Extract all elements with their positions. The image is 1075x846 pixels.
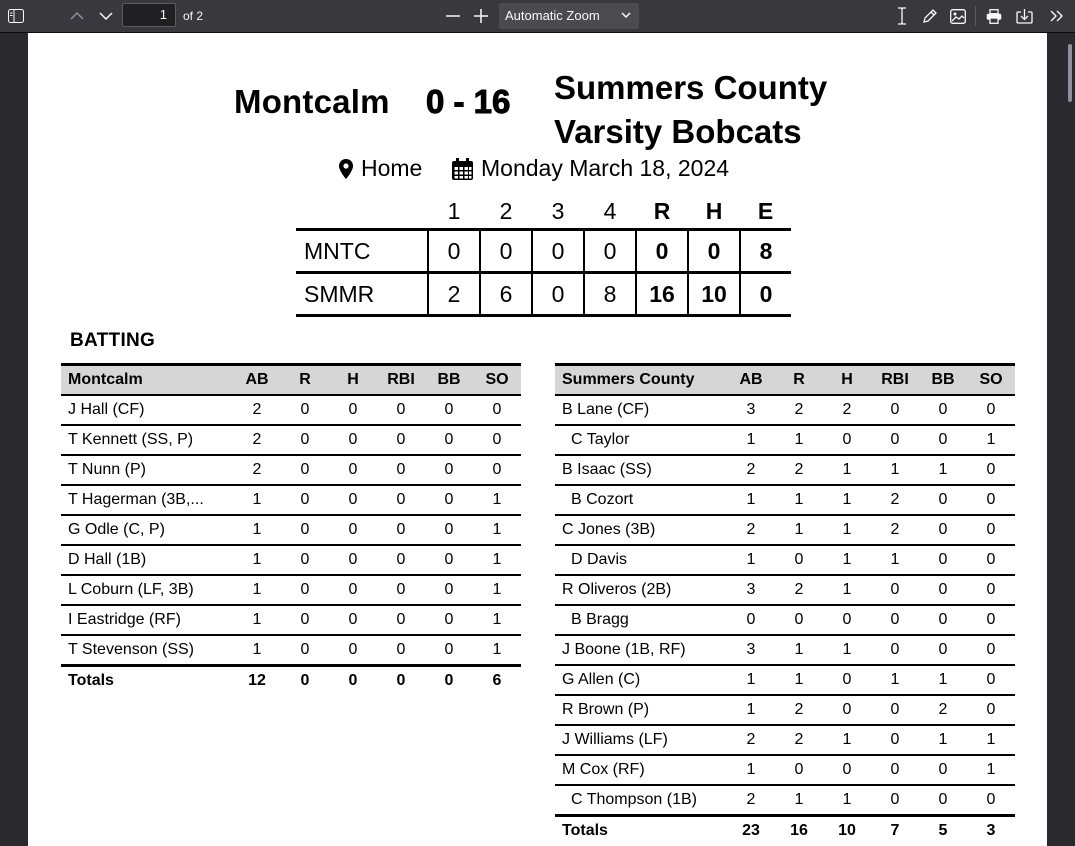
stat-cell: 1 — [967, 725, 1015, 755]
game-date — [452, 155, 729, 182]
text-select-icon[interactable] — [890, 4, 914, 28]
errors-total: 0 — [740, 273, 791, 316]
runs-header: R — [653, 197, 671, 224]
hits-total: 0 — [688, 230, 740, 273]
total-cell: 0 — [329, 666, 377, 696]
stat-cell: 1 — [871, 545, 919, 575]
table-row — [555, 725, 1015, 755]
stat-cell: 1 — [823, 545, 871, 575]
final-score: 0 - 16 — [426, 83, 511, 120]
stat-cell: 0 — [967, 515, 1015, 545]
stat-cell: 0 — [967, 605, 1015, 635]
stat-cell: 2 — [727, 515, 775, 545]
inning-score: 0 — [480, 230, 532, 273]
stat-cell: 0 — [775, 605, 823, 635]
chevron-down-icon — [621, 11, 631, 19]
stat-cell: 0 — [377, 455, 425, 485]
team-abbrev: MNTC — [304, 237, 371, 264]
stat-cell: 1 — [967, 755, 1015, 785]
player-name: L Coburn (LF, 3B) — [61, 575, 233, 605]
away-team-line2: Varsity Bobcats — [554, 113, 802, 150]
stat-cell: 1 — [473, 545, 521, 575]
stat-cell: 0 — [425, 575, 473, 605]
table-row — [61, 635, 521, 666]
stat-cell: 0 — [967, 395, 1015, 425]
stat-cell: 0 — [473, 425, 521, 455]
stat-cell: 1 — [727, 425, 775, 455]
inning-score: 0 — [584, 230, 636, 273]
player-name: B Cozort — [555, 485, 727, 515]
previous-page-icon[interactable] — [65, 4, 89, 28]
table-row — [555, 425, 1015, 455]
stat-cell: 0 — [919, 575, 967, 605]
stat-cell: 1 — [727, 545, 775, 575]
stat-cell: 0 — [871, 425, 919, 455]
batting-header-row — [61, 365, 521, 396]
total-cell: 5 — [919, 816, 967, 846]
inning-header: 4 — [603, 197, 617, 224]
stat-cell: 0 — [871, 785, 919, 816]
stat-cell: 1 — [727, 695, 775, 725]
stat-cell: 0 — [919, 545, 967, 575]
stat-cell: 0 — [473, 395, 521, 425]
linescore-table — [296, 194, 791, 317]
stat-cell: 0 — [377, 515, 425, 545]
next-page-icon[interactable] — [94, 4, 118, 28]
runs-total: 0 — [636, 230, 688, 273]
stat-cell: 0 — [281, 515, 329, 545]
stat-cell: 2 — [233, 395, 281, 425]
table-row — [555, 455, 1015, 485]
stat-cell: 1 — [967, 425, 1015, 455]
stat-cell: 0 — [967, 485, 1015, 515]
stat-cell: 0 — [329, 515, 377, 545]
table-row — [61, 485, 521, 515]
total-cell: 0 — [425, 666, 473, 696]
home-batting-table — [61, 363, 521, 695]
stat-cell: 2 — [871, 515, 919, 545]
player-name: C Jones (3B) — [555, 515, 727, 545]
stat-cell: 0 — [377, 575, 425, 605]
stat-cell: 0 — [425, 395, 473, 425]
player-name: T Hagerman (3B,... — [61, 485, 233, 515]
stat-cell: 0 — [919, 485, 967, 515]
player-name: J Hall (CF) — [61, 395, 233, 425]
stat-cell: 0 — [329, 575, 377, 605]
stat-cell: 1 — [233, 515, 281, 545]
pdf-page — [28, 33, 1047, 846]
table-row — [61, 545, 521, 575]
player-name: D Hall (1B) — [61, 545, 233, 575]
table-row — [61, 425, 521, 455]
page-count-label: of 2 — [183, 9, 204, 23]
stat-cell: 0 — [377, 605, 425, 635]
stat-cell: 0 — [919, 785, 967, 816]
stat-cell: 2 — [775, 395, 823, 425]
stat-cell: 0 — [425, 515, 473, 545]
total-cell: 6 — [473, 666, 521, 696]
stat-cell: 0 — [775, 755, 823, 785]
stat-cell: 1 — [775, 515, 823, 545]
zoom-select-value: Automatic Zoom — [505, 8, 600, 23]
table-row — [61, 455, 521, 485]
table-row — [555, 785, 1015, 816]
stat-cell: 0 — [473, 455, 521, 485]
table-row — [555, 665, 1015, 695]
table-row — [61, 605, 521, 635]
stat-cell: 0 — [425, 605, 473, 635]
total-cell: 0 — [377, 666, 425, 696]
total-cell: 0 — [281, 666, 329, 696]
stat-cell: 2 — [919, 695, 967, 725]
stat-cell: 1 — [823, 455, 871, 485]
stat-cell: 0 — [919, 755, 967, 785]
so-header: SO — [967, 365, 1015, 396]
stat-cell: 0 — [281, 395, 329, 425]
stat-cell: 2 — [775, 575, 823, 605]
h-header: H — [329, 365, 377, 396]
table-row — [555, 755, 1015, 785]
bb-header: BB — [425, 365, 473, 396]
stat-cell: 0 — [871, 575, 919, 605]
stat-cell: 0 — [823, 425, 871, 455]
stat-cell: 0 — [919, 425, 967, 455]
stat-cell: 0 — [919, 605, 967, 635]
table-row — [61, 395, 521, 425]
stat-cell: 0 — [823, 755, 871, 785]
linescore-row-away — [296, 273, 791, 316]
runs-total: 16 — [636, 273, 688, 316]
table-row — [555, 635, 1015, 665]
total-cell: 10 — [823, 816, 871, 846]
save-icon[interactable] — [1012, 4, 1036, 28]
player-name: J Williams (LF) — [555, 725, 727, 755]
stat-cell: 0 — [281, 455, 329, 485]
stat-cell: 0 — [425, 425, 473, 455]
stat-cell: 1 — [233, 605, 281, 635]
stat-cell: 0 — [329, 605, 377, 635]
stat-cell: 2 — [775, 725, 823, 755]
stat-cell: 2 — [727, 725, 775, 755]
zoom-select[interactable] — [499, 3, 639, 29]
player-name: J Boone (1B, RF) — [555, 635, 727, 665]
table-row — [61, 575, 521, 605]
errors-header: E — [757, 197, 774, 224]
stat-cell: 0 — [281, 545, 329, 575]
stat-cell: 2 — [775, 455, 823, 485]
team-abbrev: SMMR — [304, 280, 375, 307]
stat-cell: 2 — [727, 785, 775, 816]
tools-menu-icon[interactable] — [1045, 4, 1069, 28]
inning-header: 2 — [499, 197, 513, 224]
batting-section-title: BATTING — [70, 330, 156, 351]
stat-cell: 0 — [281, 575, 329, 605]
stat-cell: 0 — [967, 665, 1015, 695]
stat-cell: 0 — [329, 425, 377, 455]
away-team-line1: Summers County — [554, 69, 828, 106]
h-header: H — [823, 365, 871, 396]
stat-cell: 1 — [919, 665, 967, 695]
stat-cell: 0 — [919, 395, 967, 425]
scrollbar-track[interactable] — [1065, 33, 1075, 846]
stat-cell: 0 — [377, 635, 425, 666]
table-row — [555, 485, 1015, 515]
stat-cell: 0 — [281, 635, 329, 666]
bb-header: BB — [919, 365, 967, 396]
total-cell: 16 — [775, 816, 823, 846]
inning-header: 3 — [551, 197, 565, 224]
totals-row — [61, 666, 521, 696]
pdf-toolbar — [0, 0, 1075, 33]
stat-cell: 1 — [823, 785, 871, 816]
inning-score: 0 — [532, 230, 584, 273]
stat-cell: 1 — [919, 725, 967, 755]
total-cell: 3 — [967, 816, 1015, 846]
total-cell: 7 — [871, 816, 919, 846]
batting-header-row — [555, 365, 1015, 396]
stat-cell: 2 — [823, 395, 871, 425]
stat-cell: 3 — [727, 395, 775, 425]
stat-cell: 0 — [281, 485, 329, 515]
table-row — [555, 695, 1015, 725]
calendar-icon — [452, 158, 473, 180]
so-header: SO — [473, 365, 521, 396]
inning-score: 8 — [584, 273, 636, 316]
stat-cell: 1 — [473, 515, 521, 545]
stat-cell: 0 — [919, 515, 967, 545]
table-row — [61, 515, 521, 545]
stat-cell: 3 — [727, 635, 775, 665]
stat-cell: 0 — [967, 635, 1015, 665]
stat-cell: 0 — [775, 545, 823, 575]
stat-cell: 1 — [473, 605, 521, 635]
stat-cell: 0 — [377, 395, 425, 425]
print-icon[interactable] — [982, 4, 1006, 28]
zoom-out-icon[interactable] — [441, 4, 465, 28]
stat-cell: 1 — [233, 635, 281, 666]
player-name: M Cox (RF) — [555, 755, 727, 785]
date-label: Monday March 18, 2024 — [481, 155, 730, 181]
stat-cell: 0 — [377, 545, 425, 575]
inning-score: 0 — [428, 230, 480, 273]
player-name: G Allen (C) — [555, 665, 727, 695]
game-location — [339, 155, 422, 182]
stat-cell: 1 — [473, 635, 521, 666]
away-team-name — [554, 66, 884, 154]
stat-cell: 1 — [775, 665, 823, 695]
stat-cell: 0 — [823, 695, 871, 725]
stat-cell: 0 — [967, 695, 1015, 725]
stat-cell: 0 — [871, 695, 919, 725]
stat-cell: 0 — [871, 635, 919, 665]
stat-cell: 0 — [329, 395, 377, 425]
stat-cell: 0 — [967, 575, 1015, 605]
stat-cell: 1 — [823, 515, 871, 545]
team-column-header: Montcalm — [61, 365, 233, 396]
stat-cell: 1 — [727, 665, 775, 695]
stat-cell: 1 — [727, 755, 775, 785]
stat-cell: 0 — [425, 455, 473, 485]
stat-cell: 0 — [871, 755, 919, 785]
stat-cell: 0 — [377, 425, 425, 455]
ab-header: AB — [233, 365, 281, 396]
stat-cell: 1 — [727, 485, 775, 515]
location-label: Home — [361, 155, 423, 181]
stat-cell: 2 — [775, 695, 823, 725]
player-name: R Oliveros (2B) — [555, 575, 727, 605]
stat-cell: 1 — [233, 545, 281, 575]
stat-cell: 0 — [727, 605, 775, 635]
r-header: R — [775, 365, 823, 396]
stat-cell: 1 — [775, 785, 823, 816]
stat-cell: 1 — [871, 455, 919, 485]
stat-cell: 0 — [425, 485, 473, 515]
player-name: B Bragg — [555, 605, 727, 635]
table-row — [555, 575, 1015, 605]
rbi-header: RBI — [871, 365, 919, 396]
map-pin-icon — [339, 159, 353, 179]
stat-cell: 0 — [823, 665, 871, 695]
totals-row — [555, 816, 1015, 846]
table-row — [555, 395, 1015, 425]
stat-cell: 1 — [473, 485, 521, 515]
totals-label: Totals — [61, 666, 233, 696]
scrollbar-thumb[interactable] — [1068, 44, 1072, 102]
stat-cell: 1 — [919, 455, 967, 485]
player-name: T Nunn (P) — [61, 455, 233, 485]
stat-cell: 0 — [967, 455, 1015, 485]
total-cell: 23 — [727, 816, 775, 846]
stat-cell: 0 — [281, 605, 329, 635]
player-name: R Brown (P) — [555, 695, 727, 725]
sidebar-toggle-icon[interactable] — [4, 4, 28, 28]
stat-cell: 2 — [233, 425, 281, 455]
stat-cell: 0 — [281, 425, 329, 455]
stat-cell: 2 — [727, 455, 775, 485]
rbi-header: RBI — [377, 365, 425, 396]
stat-cell: 1 — [775, 485, 823, 515]
player-name: I Eastridge (RF) — [61, 605, 233, 635]
errors-total: 8 — [740, 230, 791, 273]
stat-cell: 1 — [233, 575, 281, 605]
stat-cell: 1 — [823, 635, 871, 665]
stat-cell: 0 — [919, 635, 967, 665]
stat-cell: 1 — [775, 425, 823, 455]
stat-cell: 0 — [329, 455, 377, 485]
stat-cell: 0 — [377, 485, 425, 515]
away-batting-table — [555, 363, 1015, 845]
stat-cell: 0 — [329, 635, 377, 666]
table-row — [555, 515, 1015, 545]
inning-score: 0 — [532, 273, 584, 316]
stat-cell: 1 — [775, 635, 823, 665]
zoom-in-icon[interactable] — [469, 4, 493, 28]
ab-header: AB — [727, 365, 775, 396]
player-name: C Thompson (1B) — [555, 785, 727, 816]
stat-cell: 1 — [823, 575, 871, 605]
total-cell: 12 — [233, 666, 281, 696]
stat-cell: 0 — [823, 605, 871, 635]
linescore-header — [296, 194, 791, 230]
stat-cell: 1 — [871, 665, 919, 695]
stat-cell: 1 — [823, 725, 871, 755]
player-name: C Taylor — [555, 425, 727, 455]
hits-total: 10 — [688, 273, 740, 316]
player-name: T Stevenson (SS) — [61, 635, 233, 666]
stat-cell: 0 — [329, 545, 377, 575]
stat-cell: 2 — [871, 485, 919, 515]
linescore-row-home — [296, 230, 791, 273]
player-name: B Lane (CF) — [555, 395, 727, 425]
team-column-header: Summers County — [555, 365, 727, 396]
stat-cell: 3 — [727, 575, 775, 605]
stat-cell: 0 — [967, 545, 1015, 575]
inning-header: 1 — [447, 197, 461, 224]
hits-header: H — [705, 197, 723, 224]
table-row — [555, 545, 1015, 575]
stat-cell: 0 — [329, 485, 377, 515]
r-header: R — [281, 365, 329, 396]
player-name: T Kennett (SS, P) — [61, 425, 233, 455]
stat-cell: 0 — [871, 725, 919, 755]
player-name: G Odle (C, P) — [61, 515, 233, 545]
totals-label: Totals — [555, 816, 727, 846]
stat-cell: 1 — [233, 485, 281, 515]
page-number-input[interactable]: 1 — [122, 3, 176, 27]
stat-cell: 0 — [425, 635, 473, 666]
toolbar-separator — [975, 6, 976, 26]
player-name: B Isaac (SS) — [555, 455, 727, 485]
stat-cell: 1 — [823, 485, 871, 515]
stat-cell: 0 — [425, 545, 473, 575]
stat-cell: 0 — [967, 785, 1015, 816]
inning-score: 2 — [428, 273, 480, 316]
player-name: D Davis — [555, 545, 727, 575]
home-team-name: Montcalm — [234, 83, 390, 120]
image-icon[interactable] — [946, 4, 970, 28]
table-row — [555, 605, 1015, 635]
draw-icon[interactable] — [918, 4, 942, 28]
stat-cell: 1 — [473, 575, 521, 605]
stat-cell: 0 — [871, 605, 919, 635]
stat-cell: 0 — [871, 395, 919, 425]
stat-cell: 2 — [233, 455, 281, 485]
inning-score: 6 — [480, 273, 532, 316]
